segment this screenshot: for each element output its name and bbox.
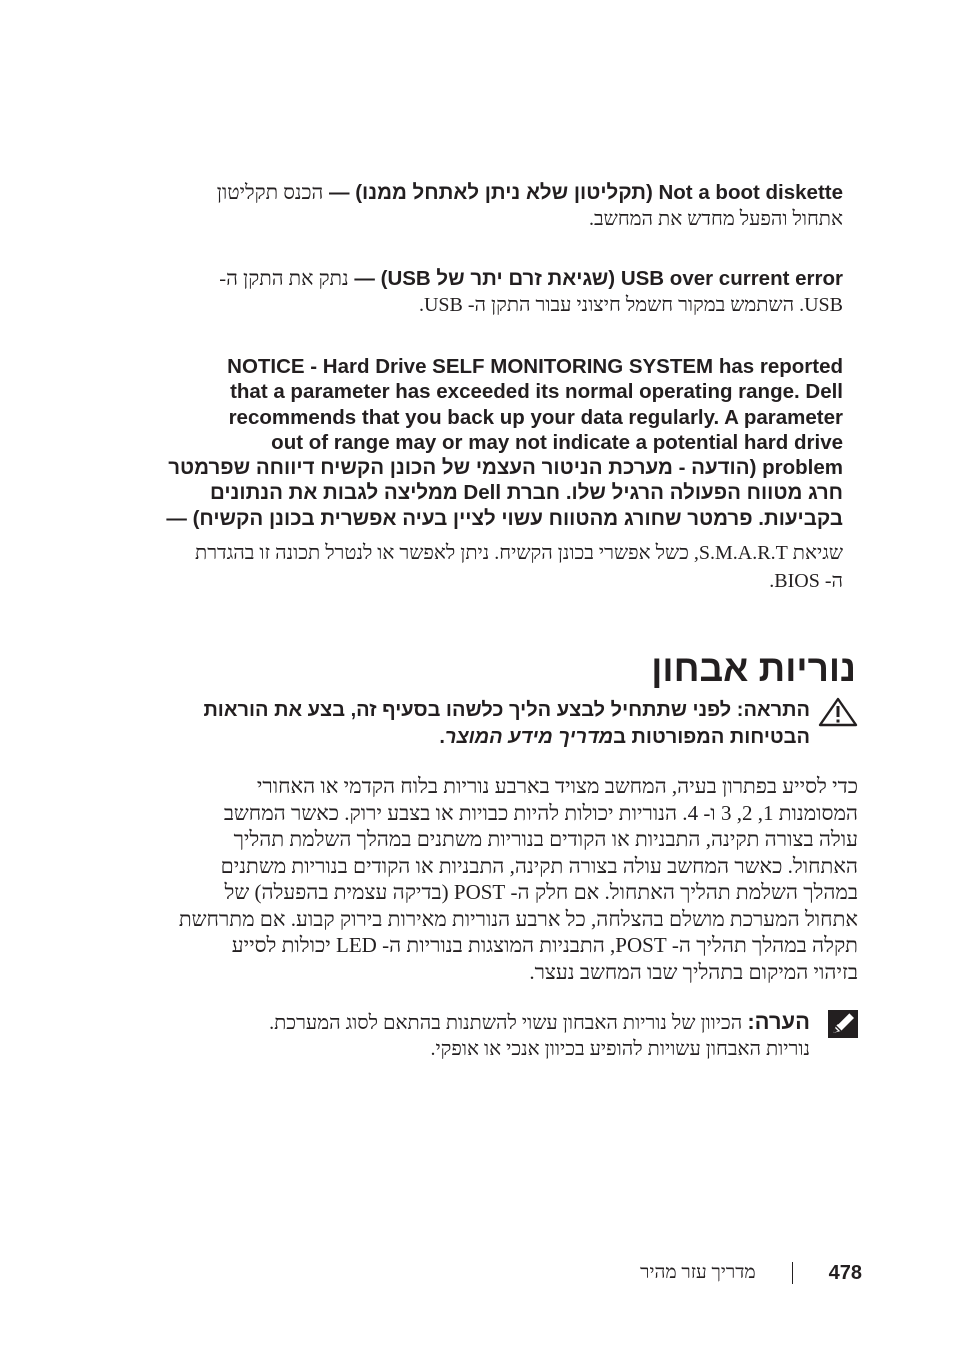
error-entry-not-boot: [143, 180, 843, 232]
body-line: תקלה במהלך תהליך ה- POST, התבניות המוצגות בנוריות ה- LED יכולות לסייע: [231, 933, 858, 957]
caution-label: התראה:: [736, 699, 810, 721]
note-line: [98, 1009, 810, 1036]
caution-line-end: .: [439, 726, 445, 748]
body-paragraph: [98, 773, 858, 985]
caution-line: [98, 697, 810, 724]
footer-title: מדריך עזר מהיר: [640, 1262, 756, 1283]
error-description: USB. השתמש במקור חשמל חיצוני עבור התקן ה- USB.: [418, 294, 843, 316]
error-heading: [143, 266, 843, 292]
warning-triangle-icon: [818, 697, 858, 727]
note-line: נוריות האבחון עשויות להופיע בכיוון אנכי או אופקי.: [430, 1038, 810, 1060]
notice-entry: [123, 354, 843, 595]
page-footer: [640, 1258, 862, 1288]
caution-text: [98, 697, 810, 751]
notice-heading-line: problem (הודעה - מערכת הניטור העצמי של הכונן הקשיח דיווחה שפרמטר: [168, 456, 843, 480]
note-pencil-icon: [828, 1010, 858, 1038]
notice-description-line: ה- BIOS.: [769, 570, 843, 593]
body-line: כדי לסייע בפתרון בעיה, המחשב מצויד בארבע נוריות בלוח הקדמי או האחורי: [256, 774, 858, 798]
section-title: נוריות אבחון: [651, 648, 856, 689]
error-description: אתחול והפעל מחדש את המחשב.: [589, 208, 843, 230]
note-label: הערה:: [747, 1009, 810, 1034]
footer-divider: [792, 1262, 793, 1284]
note-box: [98, 1009, 858, 1062]
notice-heading: [123, 354, 843, 531]
note-line-text: הכיוון של נוריות האבחון עשוי להשתנות בהתאם לסוג המערכת.: [269, 1012, 748, 1034]
body-line: האתחול. כאשר המחשב עולה בצורה תקינה, התבניות או הקודים בנוריות משתנים: [220, 853, 858, 878]
caution-line-text: הבטיחות המפורטות ב: [613, 726, 810, 748]
notice-heading-line: that a parameter has exceeded its normal operating range. Dell: [230, 380, 843, 404]
error-entry-usb: [143, 266, 843, 318]
product-guide-reference: מדריך מידע המוצר: [444, 726, 614, 748]
caution-line-text: לפני שתתחיל לבצע הליך כלשהו בסעיף זה, בצע את הוראות: [203, 699, 737, 721]
error-title: USB over current error (שגיאת זרם יתר של USB) —: [348, 267, 843, 290]
error-title: Not a boot diskette (תקליטון שלא ניתן לאתחל ממנו) —: [323, 181, 843, 204]
error-heading: [143, 180, 843, 206]
page-number: 478: [828, 1261, 862, 1284]
note-text: [98, 1009, 810, 1062]
notice-heading-line: חרג מטווח הפעולה הרגיל שלו. חברת Dell ממליצה לגבות את הנתונים: [210, 481, 843, 505]
notice-heading-line: בקביעות. פרמטר שחורג מהטווח עשוי לציין בעיה אפשרית בכונן הקשיח) —: [166, 506, 843, 530]
error-heading-tail: הכנס תקליטון: [216, 182, 324, 204]
caution-line: [98, 724, 810, 751]
notice-description-line: שגיאת S.M.A.R.T, כשל אפשרי בכונן הקשיח. ניתן לאפשר או לנטרל תכונה זו בהגדרת: [195, 542, 843, 565]
body-line: במהלך השלמת תהליך האתחול. אם חלק ה- POST (בדיקה עצמית בהפעלה) של: [224, 880, 858, 904]
body-line: עולה בצורה תקינה, התבניות או הקודים בנוריות משתנים במהלך השלמת תהליך: [233, 827, 858, 851]
notice-heading-line: NOTICE - Hard Drive SELF MONITORING SYSTEM has reported: [227, 355, 843, 378]
notice-heading-line: out of range may or may not indicate a potential hard drive: [271, 430, 843, 454]
error-heading-tail: נתק את התקן ה-: [219, 268, 349, 290]
body-line: אתחול המערכת מושלם בהצלחה, כל ארבע הנוריות מאירות בירוק קבוע. אם מתרחשת: [178, 906, 858, 931]
notice-description: [123, 539, 843, 595]
body-line: בזיהוי המיקום בתהליך שבו המחשב נעצר.: [529, 959, 858, 984]
body-line: המסומנות 1, 2, 3 ו- 4. הנוריות יכולות להיות כבויות או בצבע ירוק. כאשר המחשב: [223, 800, 858, 825]
caution-box: [98, 697, 858, 751]
notice-heading-line: recommends that you back up your data regularly. A parameter: [228, 405, 843, 429]
